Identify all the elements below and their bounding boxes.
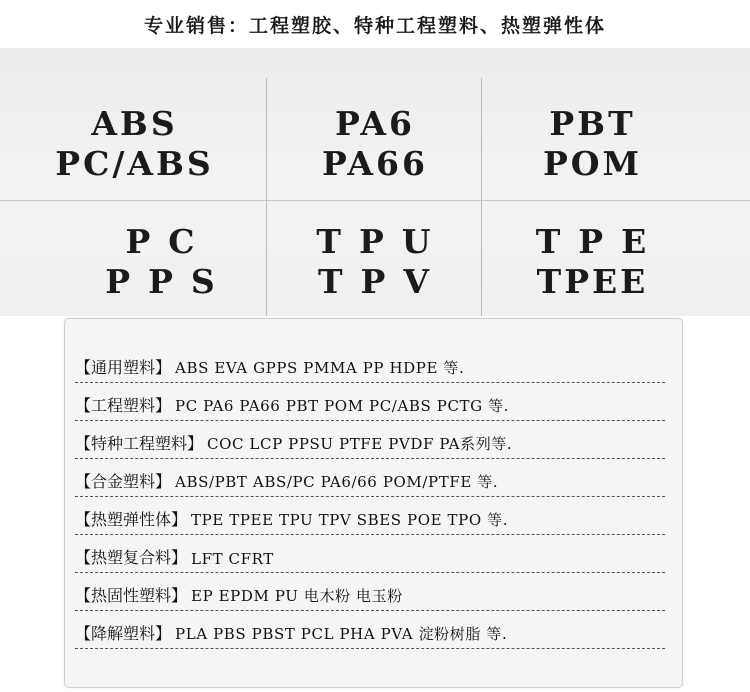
header-title: 专业销售：工程塑胶、特种工程塑料、热塑弹性体	[143, 14, 606, 37]
grid-cell-abs	[0, 96, 266, 192]
list-item	[75, 383, 665, 421]
category-items: PC PA6 PA66 PBT POM PC/ABS PCTG 等.	[175, 397, 510, 415]
material-grid	[0, 48, 750, 316]
cell-line-1: PBT	[549, 104, 636, 143]
category-label: 【热塑弹性体】	[75, 510, 188, 529]
category-label: 【通用塑料】	[75, 358, 172, 377]
header-banner	[0, 0, 750, 48]
category-items: LFT CFRT	[191, 550, 274, 568]
category-label: 【热固性塑料】	[75, 586, 188, 605]
list-item	[75, 573, 665, 611]
cell-line-2: POM	[542, 144, 643, 183]
category-items: PLA PBS PBST PCL PHA PVA 淀粉树脂 等.	[175, 625, 508, 643]
category-items: TPE TPEE TPU TPV SBES POE TPO 等.	[191, 511, 509, 529]
cell-line-1: PC	[125, 222, 213, 261]
grid-cell-tpu	[266, 214, 481, 310]
list-item	[75, 497, 665, 535]
cell-line-1: PA6	[335, 104, 415, 143]
category-items: ABS/PBT ABS/PC PA6/66 POM/PTFE 等.	[175, 473, 499, 491]
category-items: EP EPDM PU 电木粉 电玉粉	[191, 587, 403, 605]
grid-cell-pbt	[481, 96, 701, 192]
grid-cell-pa6	[266, 96, 481, 192]
list-item	[75, 421, 665, 459]
category-list	[64, 318, 683, 688]
list-item	[75, 611, 665, 649]
cell-line-1: TPE	[535, 222, 665, 261]
cell-line-2: PPS	[105, 262, 233, 301]
list-item	[75, 345, 665, 383]
cell-line-1: ABS	[91, 104, 178, 143]
category-label: 【工程塑料】	[75, 396, 172, 415]
grid-divider-horizontal	[0, 200, 750, 201]
category-label: 【热塑复合料】	[75, 548, 188, 567]
list-item	[75, 535, 665, 573]
cell-line-2: TPEE	[536, 262, 649, 301]
category-items: COC LCP PPSU PTFE PVDF PA系列等.	[207, 435, 513, 453]
category-label: 【特种工程塑料】	[75, 434, 204, 453]
cell-line-2: PC/ABS	[55, 144, 214, 183]
cell-line-1: TPU	[316, 222, 449, 261]
category-label: 【降解塑料】	[75, 624, 172, 643]
grid-cell-tpe	[481, 214, 701, 310]
list-item	[75, 459, 665, 497]
category-label: 【合金塑料】	[75, 472, 172, 491]
cell-line-2: PA66	[322, 144, 428, 183]
category-items: ABS EVA GPPS PMMA PP HDPE 等.	[175, 359, 465, 377]
cell-line-2: TPV	[318, 262, 447, 301]
